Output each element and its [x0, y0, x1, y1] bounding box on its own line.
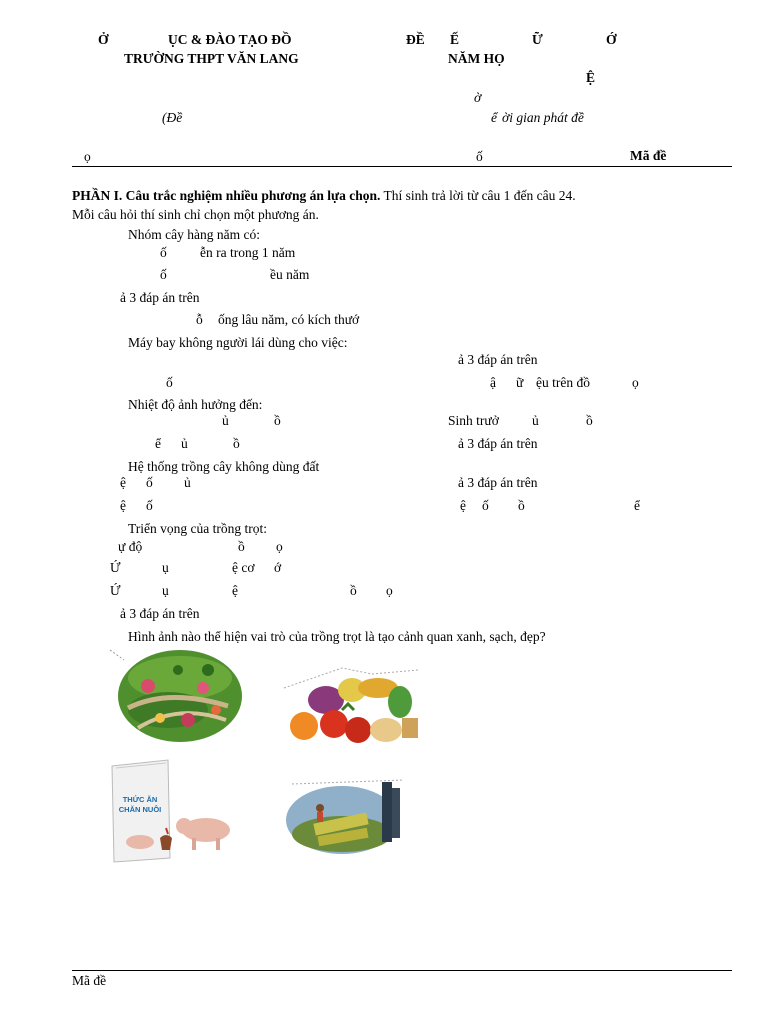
q5-option-d: ả 3 đáp án trên — [120, 606, 200, 621]
q4-option-d: ố — [482, 498, 489, 513]
header-text: Ữ — [532, 32, 543, 47]
q5-option-b: ệ cơ — [232, 560, 255, 575]
time-note: ể — [491, 110, 497, 125]
header-text: ĐỀ — [406, 32, 425, 47]
q2-option-d: ậ — [490, 375, 496, 390]
section-instruction: Thí sinh trả lời từ câu 1 đến câu 24. — [380, 188, 576, 203]
q4-option-c: ệ — [120, 498, 126, 513]
q3-option-a: ủ — [222, 413, 229, 428]
header-text: Ệ — [586, 70, 596, 85]
q3-option-b: ồ — [586, 413, 593, 428]
garden-landscape-image — [108, 648, 248, 746]
question-2-stem: Máy bay không người lái dùng cho việc: — [128, 335, 348, 350]
time-text: ời gian phát đề — [502, 110, 584, 125]
exam-note: (Đề — [162, 110, 183, 125]
q1-option-b: ố — [160, 267, 167, 282]
header-divider — [72, 166, 732, 167]
q3-option-b: Sinh trưở — [448, 413, 499, 428]
question-4-stem: Hệ thống trồng cây không dùng đất — [128, 459, 320, 474]
q5-option-c: ọ — [386, 583, 393, 598]
header-text: Ở — [98, 32, 109, 47]
q1-option-d: ống lâu năm, có kích thướ — [218, 312, 360, 327]
section-title-line — [72, 188, 576, 204]
q4-option-a: ủ — [184, 475, 191, 490]
feed-bag-label-2: CHĂN NUÔI — [118, 805, 162, 814]
vegetables-fruits-image — [282, 660, 422, 748]
student-name-label: ọ — [84, 149, 91, 164]
q4-option-b: ả 3 đáp án trên — [458, 475, 538, 490]
q5-option-b: ớ — [274, 560, 282, 575]
q2-option-c: ố — [166, 375, 173, 390]
harvest-image — [284, 778, 412, 858]
q3-option-a: ồ — [274, 413, 281, 428]
q5-option-b: Ứ — [110, 560, 121, 575]
q4-option-d: ể — [634, 498, 640, 513]
q1-option-c: ả 3 đáp án trên — [120, 290, 200, 305]
section-instruction-2: Mỗi câu hỏi thí sinh chỉ chọn một phương án. — [72, 207, 319, 222]
q4-option-c: ố — [146, 498, 153, 513]
section-title: PHẦN I. Câu trắc nghiệm nhiều phương án lựa chọn. — [72, 188, 381, 203]
question-5-stem: Triển vọng của trồng trọt: — [128, 521, 267, 536]
exam-code-label: Mã đề — [630, 148, 667, 163]
question-3-stem: Nhiệt độ ảnh hưởng đến: — [128, 397, 263, 412]
header-text: Ế — [450, 32, 460, 47]
q5-option-c: ụ — [162, 583, 169, 598]
q3-option-b: ủ — [532, 413, 539, 428]
header-text: ờ — [474, 90, 482, 105]
q4-option-d: ồ — [518, 498, 525, 513]
q3-option-d: ả 3 đáp án trên — [458, 436, 538, 451]
q2-option-d: ệu trên đồ — [536, 375, 590, 390]
q3-option-c: ồ — [233, 436, 240, 451]
q1-option-b: ều năm — [270, 267, 310, 282]
q2-option-d: ọ — [632, 375, 639, 390]
q4-option-d: ệ — [460, 498, 466, 513]
q1-option-d: ỗ — [196, 312, 203, 327]
q5-option-c: Ứ — [110, 583, 121, 598]
q5-option-b: ụ — [162, 560, 169, 575]
footer-divider — [72, 970, 732, 971]
q1-option-a: ố — [160, 245, 167, 260]
q1-option-a: ễn ra trong 1 năm — [200, 245, 296, 260]
q5-option-c: ồ — [350, 583, 357, 598]
header-text: Ớ — [606, 32, 617, 47]
q3-option-c: ủ — [181, 436, 188, 451]
q5-option-c: ệ — [232, 583, 238, 598]
student-id-label: ố — [476, 149, 483, 164]
q5-option-a: ự độ — [118, 539, 143, 554]
header-text: ỤC & ĐÀO TẠO ĐỒ — [168, 32, 292, 47]
q5-option-a: ọ — [276, 539, 283, 554]
school-name: TRƯỜNG THPT VĂN LANG — [124, 51, 299, 66]
animal-feed-bag-image — [106, 758, 236, 866]
q2-option-b: ả 3 đáp án trên — [458, 352, 538, 367]
q5-option-a: ồ — [238, 539, 245, 554]
school-year: NĂM HỌ — [448, 51, 505, 66]
footer-exam-code: Mã đề — [72, 973, 107, 988]
question-1-stem: Nhóm cây hàng năm có: — [128, 227, 260, 242]
q3-option-c: ể — [155, 436, 161, 451]
q4-option-a: ệ — [120, 475, 126, 490]
question-6-stem: Hình ảnh nào thể hiện vai trò của trồng trọt là tạo cảnh quan xanh, sạch, đẹp? — [128, 629, 546, 644]
feed-bag-label-1: THỨC ĂN — [122, 795, 158, 804]
q2-option-d: ữ — [516, 375, 524, 390]
q4-option-a: ố — [146, 475, 153, 490]
